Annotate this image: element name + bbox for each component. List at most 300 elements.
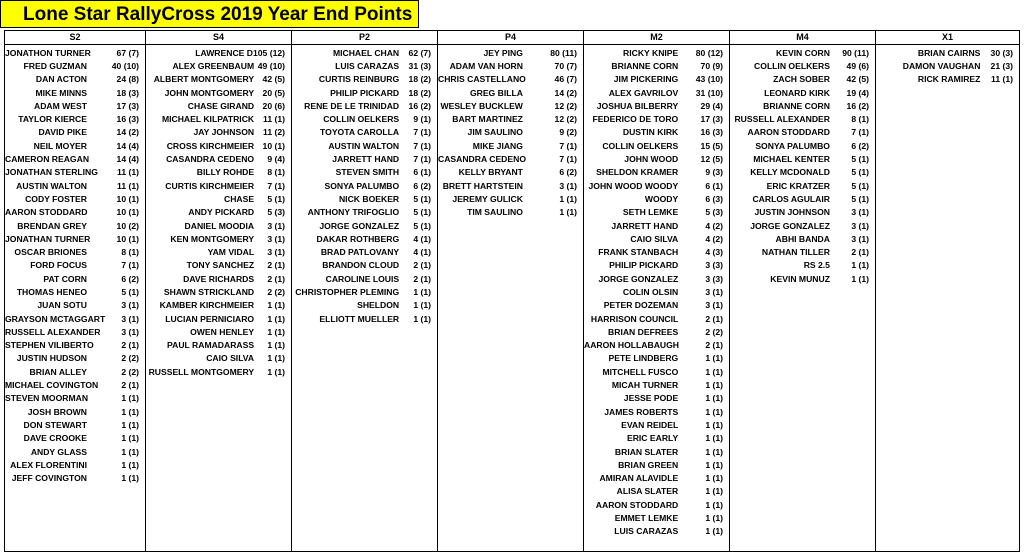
driver-points: 3 (1) (267, 233, 285, 244)
driver-row (5, 432, 145, 445)
driver-row (584, 166, 729, 179)
driver-name: OWEN HENLEY (190, 326, 255, 337)
driver-row (5, 299, 145, 312)
driver-name: DAMON VAUGHAN (902, 60, 981, 71)
driver-name: KEVIN CORN (776, 47, 830, 58)
driver-name: RICK RAMIREZ (917, 74, 981, 85)
driver-points: 62 (7) (408, 47, 431, 58)
driver-row (146, 259, 291, 272)
driver-points: 42 (5) (846, 74, 869, 85)
class-column-m4 (730, 31, 876, 551)
driver-name: BRETT HARTSTEIN (442, 180, 523, 191)
driver-name: JOHN MONTGOMERY (164, 87, 255, 98)
driver-points: 1 (1) (705, 459, 723, 470)
driver-points: 11 (1) (263, 114, 285, 125)
driver-name: SETH LEMKE (622, 207, 679, 218)
driver-name: TIM SAULINO (467, 207, 523, 218)
driver-points: 8 (1) (121, 247, 139, 258)
driver-name: JESSE PODE (623, 393, 679, 404)
driver-points: 6 (2) (413, 180, 431, 191)
driver-name: YAM VIDAL (207, 247, 255, 258)
driver-points: 1 (1) (705, 380, 723, 391)
driver-row (876, 59, 1019, 72)
driver-name: FRED GUZMAN (23, 60, 87, 71)
driver-name: BRIAN GREEN (618, 459, 679, 470)
driver-name: JOSH BROWN (27, 406, 87, 417)
driver-row (292, 245, 437, 258)
driver-name: RENE DE LE TRINIDAD (304, 100, 400, 111)
driver-points: 1 (1) (851, 260, 869, 271)
driver-points: 4 (2) (705, 220, 723, 231)
driver-points: 1 (1) (121, 419, 139, 430)
driver-row (730, 219, 875, 232)
driver-points: 70 (7) (554, 60, 577, 71)
class-header: M2 (584, 31, 729, 45)
driver-name: DAVE CROOKE (23, 433, 87, 444)
driver-row (146, 232, 291, 245)
driver-name: ADAM WEST (34, 100, 87, 111)
driver-row (5, 166, 145, 179)
driver-row (5, 272, 145, 285)
driver-points: 6 (2) (851, 140, 869, 151)
driver-row (146, 339, 291, 352)
driver-name: JEREMY GULICK (452, 193, 523, 204)
driver-points: 11 (1) (117, 167, 139, 178)
driver-name: BRIANNE CORN (763, 100, 830, 111)
driver-points: 17 (3) (700, 114, 723, 125)
driver-points: 5 (3) (267, 207, 285, 218)
driver-points: 18 (3) (116, 87, 139, 98)
driver-name: CAIO SILVA (206, 353, 255, 364)
driver-name: BRIANNE CORN (611, 60, 679, 71)
driver-points: 5 (1) (851, 193, 869, 204)
driver-row (5, 232, 145, 245)
driver-points: 9 (3) (705, 167, 723, 178)
driver-name: ALEX GAVRILOV (608, 87, 679, 98)
driver-name: CHRIS CASTELLANO (438, 74, 526, 85)
driver-row (5, 192, 145, 205)
driver-name: JAMES ROBERTS (604, 406, 679, 417)
driver-row (584, 458, 729, 471)
driver-row (584, 126, 729, 139)
class-header: P2 (292, 31, 437, 45)
driver-row (146, 139, 291, 152)
driver-points: 1 (1) (705, 393, 723, 404)
driver-points: 6 (1) (413, 167, 431, 178)
driver-row (584, 445, 729, 458)
driver-row (5, 378, 145, 391)
driver-name: SONYA PALUMBO (755, 140, 830, 151)
driver-name: LUCIAN PERNICIARO (165, 313, 255, 324)
driver-name: KELLY BRYANT (458, 167, 523, 178)
driver-name: ERIC KRATZER (766, 180, 830, 191)
driver-row (730, 86, 875, 99)
driver-row (5, 325, 145, 338)
driver-name: HARRISON COUNCIL (590, 313, 679, 324)
driver-points: 1 (1) (267, 340, 285, 351)
driver-name: MICAH TURNER (611, 380, 679, 391)
driver-points: 6 (1) (705, 180, 723, 191)
driver-row (730, 192, 875, 205)
driver-points: 5 (1) (413, 220, 431, 231)
driver-points: 18 (2) (408, 74, 431, 85)
driver-name: CHASE GIRAND (187, 100, 255, 111)
driver-row (876, 73, 1019, 86)
driver-row (730, 259, 875, 272)
driver-name: JIM SAULINO (467, 127, 523, 138)
driver-list (146, 45, 291, 378)
driver-points: 12 (5) (700, 154, 723, 165)
driver-name: FORD FOCUS (30, 260, 87, 271)
driver-row (292, 112, 437, 125)
driver-row (146, 112, 291, 125)
driver-points: 1 (1) (705, 446, 723, 457)
driver-row (584, 525, 729, 538)
driver-name: RICKY KNIPE (623, 47, 679, 58)
driver-points: 80 (12) (695, 47, 723, 58)
driver-row (5, 152, 145, 165)
driver-name: JONATHAN STERLING (5, 167, 98, 178)
driver-name: EVAN REIDEL (621, 419, 679, 430)
class-header: S2 (5, 31, 145, 45)
driver-name: NEIL MOYER (33, 140, 87, 151)
driver-row (292, 73, 437, 86)
driver-points: 2 (1) (121, 340, 139, 351)
driver-row (146, 299, 291, 312)
driver-row (292, 299, 437, 312)
driver-name: JORGE GONZALEZ (598, 273, 679, 284)
driver-name: AUSTIN WALTON (328, 140, 400, 151)
driver-row (292, 99, 437, 112)
driver-row (146, 192, 291, 205)
driver-points: 5 (1) (851, 167, 869, 178)
driver-row (584, 272, 729, 285)
driver-points: 3 (1) (705, 300, 723, 311)
driver-name: JOHN WOOD WOODY (588, 180, 679, 191)
class-header: S4 (146, 31, 291, 45)
driver-name: COLLIN OELKERS (754, 60, 830, 71)
driver-row (292, 46, 437, 59)
driver-points: 1 (1) (705, 513, 723, 524)
driver-name: SHELDON (357, 300, 400, 311)
driver-row (5, 86, 145, 99)
driver-name: COLLIN OELKERS (602, 140, 679, 151)
driver-row (438, 139, 583, 152)
driver-name: DAVE RICHARDS (183, 273, 255, 284)
driver-row (292, 139, 437, 152)
driver-row (584, 139, 729, 152)
driver-name: GREG BILLA (469, 87, 523, 98)
driver-row (5, 259, 145, 272)
driver-name: PAT CORN (43, 273, 87, 284)
driver-name: JONATHON TURNER (5, 47, 91, 58)
driver-points: 2 (1) (413, 273, 431, 284)
driver-row (146, 179, 291, 192)
driver-points: 70 (9) (700, 60, 723, 71)
driver-row (584, 339, 729, 352)
driver-list (730, 45, 875, 285)
driver-points: 5 (1) (267, 193, 285, 204)
driver-row (5, 219, 145, 232)
driver-name: DON STEWART (23, 419, 87, 430)
driver-points: 10 (1) (116, 233, 139, 244)
driver-points: 1 (1) (267, 326, 285, 337)
driver-row (584, 432, 729, 445)
driver-row (292, 272, 437, 285)
driver-row (438, 166, 583, 179)
driver-name: JARRETT HAND (611, 220, 679, 231)
driver-points: 2 (1) (413, 260, 431, 271)
class-column-p4 (438, 31, 584, 551)
driver-row (438, 126, 583, 139)
driver-row (5, 392, 145, 405)
driver-points: 1 (1) (705, 366, 723, 377)
driver-points: 3 (3) (705, 260, 723, 271)
driver-name: RUSSELL ALEXANDER (5, 326, 101, 337)
driver-points: 20 (6) (262, 100, 285, 111)
driver-row (5, 46, 145, 59)
driver-list (876, 45, 1019, 86)
driver-row (584, 392, 729, 405)
driver-points: 5 (3) (705, 207, 723, 218)
driver-name: BRIAN ALLEY (29, 366, 87, 377)
driver-points: 2 (2) (121, 366, 139, 377)
driver-name: NATHAN TILLER (761, 247, 830, 258)
driver-name: BILLY ROHDE (196, 167, 255, 178)
driver-points: 14 (2) (116, 127, 139, 138)
driver-points: 2 (2) (705, 326, 723, 337)
driver-row (5, 179, 145, 192)
driver-row (438, 112, 583, 125)
driver-row (584, 46, 729, 59)
driver-row (292, 166, 437, 179)
driver-row (876, 46, 1019, 59)
driver-name: JAY JOHNSON (193, 127, 255, 138)
driver-row (146, 245, 291, 258)
driver-row (730, 126, 875, 139)
driver-name: JARRETT HAND (332, 154, 400, 165)
driver-list (438, 45, 583, 219)
driver-name: WESLEY BUCKLEW (440, 100, 523, 111)
driver-points: 42 (5) (262, 74, 285, 85)
driver-name: DAKAR ROTHBERG (316, 233, 400, 244)
driver-name: AARON HOLLABAUGH (584, 340, 680, 351)
driver-row (438, 152, 583, 165)
driver-row (584, 299, 729, 312)
driver-row (292, 206, 437, 219)
driver-row (146, 285, 291, 298)
driver-name: SHAWN STRICKLAND (163, 286, 255, 297)
driver-points: 30 (3) (990, 47, 1013, 58)
driver-name: AUSTIN WALTON (16, 180, 87, 191)
driver-row (584, 285, 729, 298)
driver-name: CAROLINE LOUIS (325, 273, 400, 284)
driver-name: FRANK STANBACH (598, 247, 679, 258)
driver-name: JUAN SOTU (37, 300, 87, 311)
driver-name: JOHN WOOD (624, 154, 679, 165)
driver-points: 8 (1) (851, 114, 869, 125)
driver-points: 1 (1) (705, 419, 723, 430)
driver-name: ADAM VAN HORN (449, 60, 523, 71)
driver-points: 9 (2) (559, 127, 577, 138)
driver-points: 6 (2) (559, 167, 577, 178)
driver-name: BRIAN DEFREES (608, 326, 679, 337)
driver-name: BRIAN SLATER (614, 446, 679, 457)
driver-row (292, 219, 437, 232)
driver-points: 16 (2) (408, 100, 431, 111)
driver-name: FEDERICO DE TORO (592, 114, 679, 125)
driver-name: JOSHUA BILBERRY (596, 100, 679, 111)
driver-points: 90 (11) (842, 47, 869, 58)
driver-row (146, 352, 291, 365)
driver-points: 7 (1) (559, 140, 577, 151)
driver-name: GRAYSON MCTAGGART (5, 313, 106, 324)
driver-name: KEVIN MUNUZ (770, 273, 830, 284)
driver-points: 5 (1) (851, 180, 869, 191)
driver-name: AMIRAN ALAVIDLE (599, 473, 679, 484)
driver-name: MICHAEL CHAN (332, 47, 400, 58)
class-column-s4 (146, 31, 292, 551)
driver-points: 3 (1) (851, 233, 869, 244)
driver-row (292, 152, 437, 165)
driver-row (730, 73, 875, 86)
driver-row (292, 312, 437, 325)
driver-row (438, 73, 583, 86)
driver-points: 2 (1) (705, 313, 723, 324)
driver-row (584, 378, 729, 391)
driver-points: 3 (1) (267, 247, 285, 258)
driver-points: 5 (1) (121, 286, 139, 297)
driver-name: CHRISTOPHER PLEMING (295, 286, 400, 297)
driver-row (584, 99, 729, 112)
driver-row (5, 112, 145, 125)
driver-points: 7 (1) (413, 127, 431, 138)
driver-points: 11 (1) (117, 180, 139, 191)
driver-row (292, 86, 437, 99)
driver-points: 16 (2) (846, 100, 869, 111)
driver-row (584, 59, 729, 72)
driver-name: SONYA PALUMBO (324, 180, 400, 191)
class-header: X1 (876, 31, 1019, 45)
driver-name: ANDY PICKARD (188, 207, 255, 218)
driver-points: 3 (1) (121, 300, 139, 311)
driver-row (438, 86, 583, 99)
driver-points: 1 (1) (559, 207, 577, 218)
driver-name: AARON STODDARD (747, 127, 830, 138)
driver-name: CURTIS KIRCHMEIER (165, 180, 255, 191)
driver-name: BRAD PATLOVANY (320, 247, 400, 258)
driver-row (438, 99, 583, 112)
driver-points: 80 (11) (550, 47, 577, 58)
driver-points: 16 (3) (116, 114, 139, 125)
driver-row (5, 99, 145, 112)
driver-points: 12 (2) (554, 100, 577, 111)
driver-row (5, 245, 145, 258)
driver-name: MICHAEL KENTER (753, 154, 830, 165)
driver-points: 1 (1) (413, 286, 431, 297)
points-table (4, 30, 1020, 552)
driver-row (584, 365, 729, 378)
driver-name: KELLY MCDONALD (750, 167, 830, 178)
driver-points: 1 (1) (705, 433, 723, 444)
driver-name: CAIO SILVA (630, 233, 679, 244)
driver-row (146, 272, 291, 285)
driver-points: 11 (1) (991, 74, 1013, 85)
driver-points: 31 (10) (695, 87, 723, 98)
driver-row (292, 285, 437, 298)
driver-points: 3 (1) (705, 286, 723, 297)
driver-row (146, 59, 291, 72)
driver-name: AARON STODDARD (5, 207, 88, 218)
driver-points: 9 (1) (413, 114, 431, 125)
driver-name: KAMBER KIRCHMEIER (159, 300, 255, 311)
driver-points: 1 (1) (121, 393, 139, 404)
driver-name: ZACH SOBER (773, 74, 830, 85)
driver-points: 7 (1) (413, 140, 431, 151)
driver-row (584, 418, 729, 431)
driver-points: 2 (1) (267, 260, 285, 271)
driver-name: JONATHAN TURNER (5, 233, 91, 244)
driver-points: 7 (1) (851, 127, 869, 138)
driver-name: ANTHONY TRIFOGLIO (307, 207, 400, 218)
driver-points: 2 (2) (121, 353, 139, 364)
driver-points: 1 (1) (121, 473, 139, 484)
driver-name: BRIAN CAIRNS (917, 47, 981, 58)
driver-points: 1 (1) (121, 406, 139, 417)
driver-row (5, 339, 145, 352)
driver-row (730, 206, 875, 219)
driver-row (5, 312, 145, 325)
driver-row (5, 458, 145, 471)
driver-points: 19 (4) (846, 87, 869, 98)
driver-points: 7 (1) (559, 154, 577, 165)
class-column-s2 (5, 31, 146, 551)
driver-name: MICHAEL COVINGTON (5, 380, 99, 391)
driver-name: ALBERT MONTGOMERY (153, 74, 255, 85)
driver-points: 7 (1) (121, 260, 139, 271)
driver-points: 1 (1) (559, 193, 577, 204)
driver-row (730, 46, 875, 59)
driver-points: 15 (5) (700, 140, 723, 151)
driver-name: WOODY (644, 193, 679, 204)
driver-name: ALISA SLATER (616, 486, 679, 497)
driver-name: ERIC EARLY (626, 433, 679, 444)
driver-points: 5 (1) (413, 207, 431, 218)
driver-row (438, 59, 583, 72)
driver-name: CARLOS AGULAIR (752, 193, 830, 204)
driver-points: 2 (2) (267, 286, 285, 297)
driver-name: JEY PING (483, 47, 523, 58)
driver-points: 49 (6) (846, 60, 869, 71)
driver-name: CASANDRA CEDENO (166, 154, 255, 165)
driver-points: 5 (1) (413, 193, 431, 204)
driver-row (5, 352, 145, 365)
driver-name: KEN MONTGOMERY (170, 233, 255, 244)
driver-row (292, 179, 437, 192)
driver-row (5, 59, 145, 72)
driver-name: RS 2.5 (803, 260, 830, 271)
driver-name: PETER DOZEMAN (603, 300, 679, 311)
driver-row (584, 259, 729, 272)
driver-points: 1 (1) (121, 459, 139, 470)
driver-points: 31 (3) (408, 60, 431, 71)
driver-name: MITCHELL FUSCO (602, 366, 679, 377)
driver-row (146, 99, 291, 112)
driver-points: 10 (1) (116, 193, 139, 204)
driver-list (292, 45, 437, 325)
driver-points: 43 (10) (695, 74, 723, 85)
driver-row (146, 126, 291, 139)
